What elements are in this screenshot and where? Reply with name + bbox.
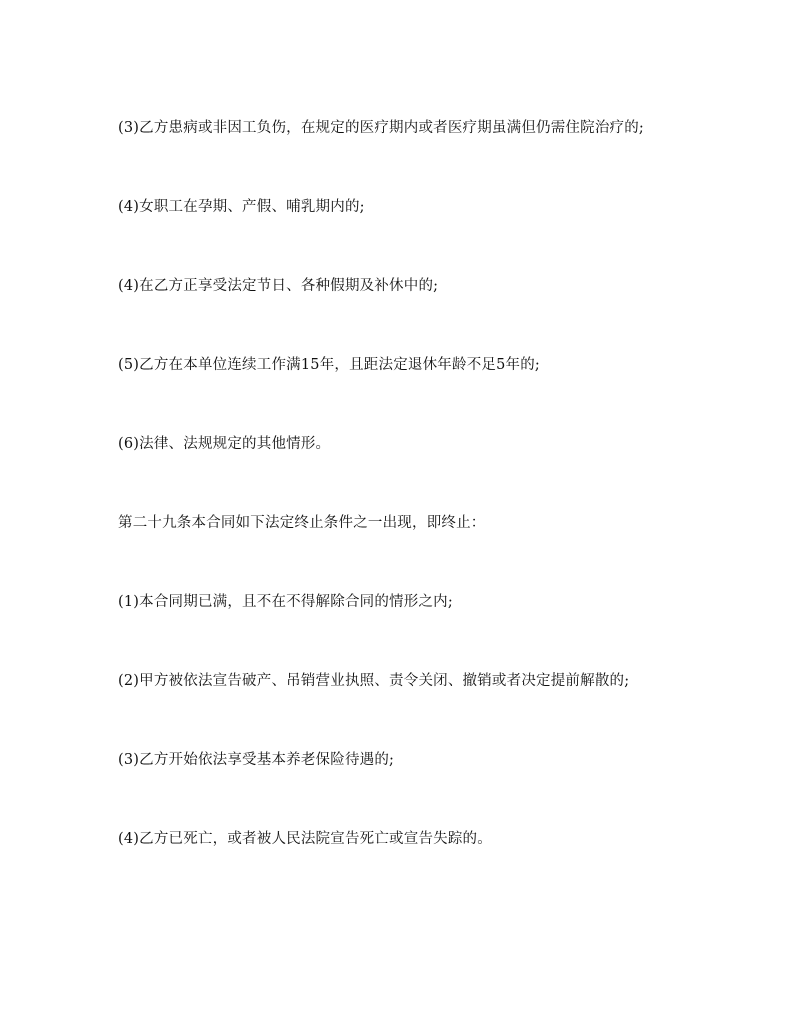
article-29-heading: 第二十九条本合同如下法定终止条件之一出现，即终止： <box>118 515 486 531</box>
termination-item-3-pension: (3)乙方开始依法享受基本养老保险待遇的; <box>118 752 395 768</box>
clause-item-6-other: (6)法律、法规规定的其他情形。 <box>118 436 331 452</box>
clause-item-5-seniority: (5)乙方在本单位连续工作满15年，且距法定退休年龄不足5年的; <box>118 357 540 373</box>
clause-item-4-female-worker: (4)女职工在孕期、产假、哺乳期内的; <box>118 199 365 215</box>
clause-item-4-holiday: (4)在乙方正享受法定节日、各种假期及补休中的; <box>118 278 439 294</box>
termination-item-1-expired: (1)本合同期已满，且不在不得解除合同的情形之内; <box>118 594 453 610</box>
clause-item-3-illness: (3)乙方患病或非因工负伤，在规定的医疗期内或者医疗期虽满但仍需住院治疗的; <box>118 120 645 136</box>
termination-item-4-death: (4)乙方已死亡，或者被人民法院宣告死亡或宣告失踪的。 <box>118 831 492 847</box>
termination-item-2-bankruptcy: (2)甲方被依法宣告破产、吊销营业执照、责令关闭、撤销或者决定提前解散的; <box>118 673 630 689</box>
